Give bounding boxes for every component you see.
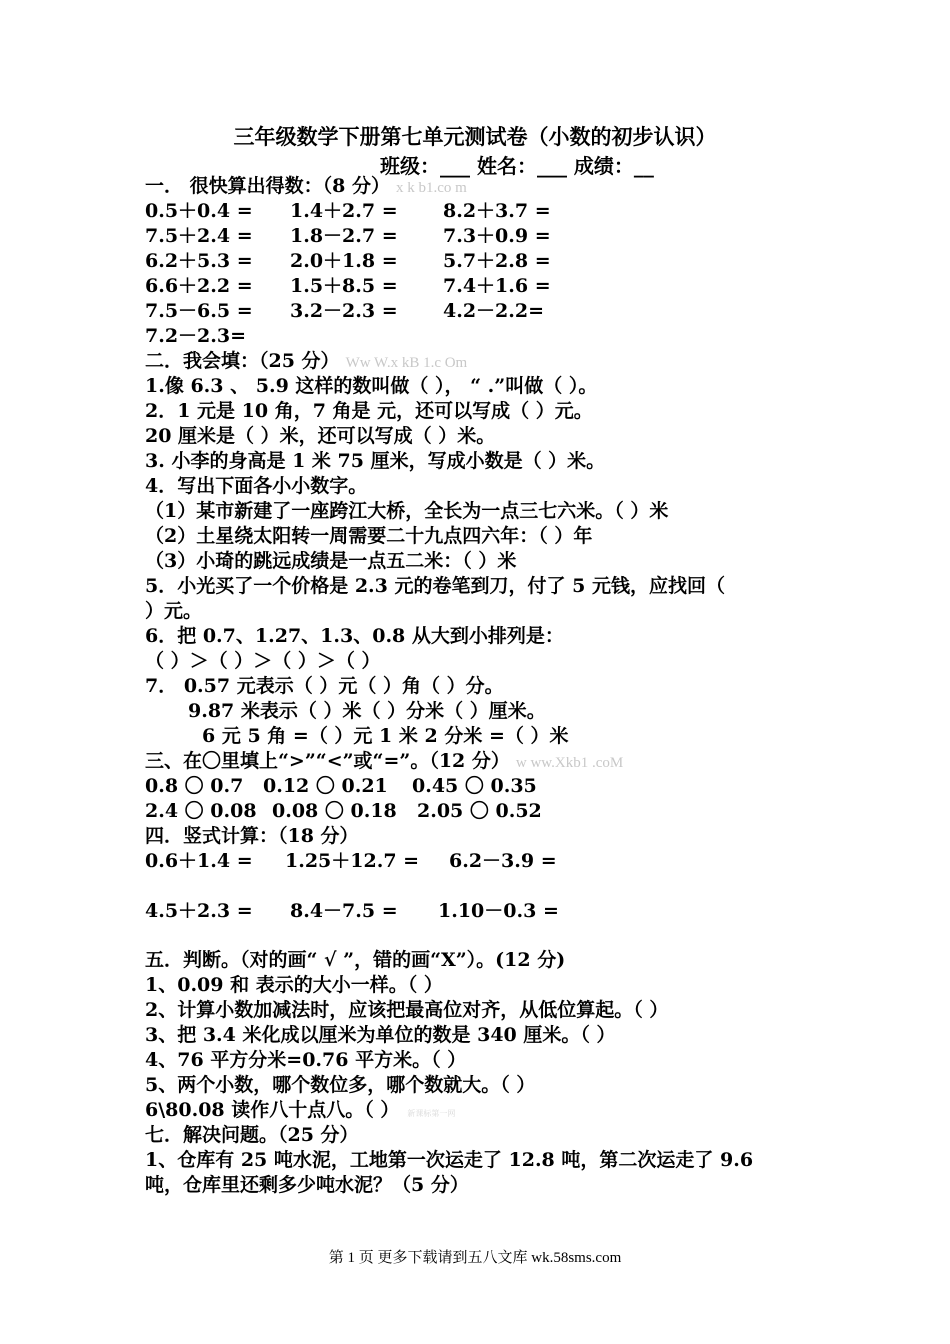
calc-item: 3.2－2.3 = — [290, 300, 398, 322]
fill-question: 5．小光买了一个价格是 2.3 元的卷笔到刀，付了 5 元钱，应找回（ — [145, 575, 725, 597]
vertical-calc-item: 8.4－7.5 = — [290, 900, 398, 922]
calc-item: 7.4＋1.6 = — [443, 275, 551, 297]
calc-item: 1.5＋8.5 = — [290, 275, 398, 297]
section1-heading: 一． 很快算出得数：（8 分） x k b1.co m — [145, 175, 467, 197]
fill-question: 4．写出下面各小小数字。 — [145, 475, 368, 497]
watermark: Ww W.x kB 1.c Om — [345, 355, 468, 371]
fill-question: （2）土星绕太阳转一周需要二十九点四六年：（ ）年 — [145, 525, 593, 547]
vertical-calc-item: 0.6＋1.4 = — [145, 850, 253, 872]
compare-item: 0.8 〇 0.7 — [145, 775, 244, 797]
calc-item: 7.3＋0.9 = — [443, 225, 551, 247]
judge-question: 2、计算小数加减法时，应该把最高位对齐，从低位算起。（ ） — [145, 999, 669, 1021]
judge-question: 6\80.08 读作八十点八。（ ） 新课标第一网 — [145, 1099, 456, 1121]
fill-question: 3. 小李的身高是 1 米 75 厘米，写成小数是（ ）米。 — [145, 450, 606, 472]
section4-heading: 四．竖式计算：（18 分） — [145, 825, 359, 847]
fill-question: （1）某市新建了一座跨江大桥，全长为一点三七六米。（ ）米 — [145, 500, 669, 522]
judge-question: 1、0.09 和 表示的大小一样。（ ） — [145, 974, 443, 996]
compare-item: 0.45 〇 0.35 — [412, 775, 537, 797]
fill-question: 2．1 元是 10 角，7 角是 元，还可以写成（ ）元。 — [145, 400, 593, 422]
page-footer: 第 1 页 更多下载请到五八文库 wk.58sms.com — [328, 1250, 622, 1266]
fill-question: 20 厘米是（ ）米，还可以写成（ ）米。 — [145, 425, 496, 447]
calc-item: 8.2＋3.7 = — [443, 200, 551, 222]
vertical-calc-item: 1.25＋12.7 = — [285, 850, 420, 872]
fill-question: 9.87 米表示（ ）米（ ）分米（ ）厘米。 — [188, 700, 546, 722]
calc-item: 6.2＋5.3 = — [145, 250, 253, 272]
vertical-calc-item: 6.2－3.9 = — [449, 850, 557, 872]
watermark: x k b1.co m — [395, 180, 467, 196]
vertical-calc-item: 1.10－0.3 = — [438, 900, 559, 922]
calc-item: 4.2－2.2= — [443, 300, 545, 322]
calc-item: 2.0＋1.8 = — [290, 250, 398, 272]
calc-item: 7.5＋2.4 = — [145, 225, 253, 247]
judge-question: 3、把 3.4 米化成以厘米为单位的数是 340 厘米。（ ） — [145, 1024, 616, 1046]
compare-item: 0.08 〇 0.18 — [272, 800, 397, 822]
vertical-calc-item: 4.5＋2.3 = — [145, 900, 253, 922]
section3-heading: 三、在〇里填上“>”“<”或“=”。（12 分） w ww.Xkb1 .coM — [145, 750, 624, 772]
calc-item: 1.4＋2.7 = — [290, 200, 398, 222]
fill-question: 6．把 0.7、1.27、1.3、0.8 从大到小排列是： — [145, 625, 564, 647]
word-problem: 吨，仓库里还剩多少吨水泥？（5 分） — [145, 1174, 469, 1196]
section7-heading: 七．解决问题。（25 分） — [145, 1124, 359, 1146]
watermark: w ww.Xkb1 .coM — [515, 755, 624, 771]
fill-question: （3）小琦的跳远成绩是一点五二米：（ ）米 — [145, 550, 517, 572]
fill-question: 1.像 6.3 、 5.9 这样的数叫做（ ）， “ .”叫做（ ）。 — [145, 375, 598, 397]
compare-item: 2.4 〇 0.08 — [145, 800, 257, 822]
calc-item: 0.5＋0.4 = — [145, 200, 253, 222]
fill-question: 7． 0.57 元表示（ ）元（ ）角（ ）分。 — [145, 675, 504, 697]
calc-item: 7.5－6.5 = — [145, 300, 253, 322]
section5-heading: 五．判断。（对的画“ √ ”，错的画“X”）。(12 分) — [145, 949, 566, 971]
word-problem: 1、仓库有 25 吨水泥，工地第一次运走了 12.8 吨，第二次运走了 9.6 — [145, 1149, 754, 1171]
page-title: 三年级数学下册第七单元测试卷（小数的初步认识） — [233, 124, 717, 149]
section2-heading: 二．我会填：（25 分） Ww W.x kB 1.c Om — [145, 350, 468, 372]
compare-item: 0.12 〇 0.21 — [263, 775, 388, 797]
calc-item: 6.6＋2.2 = — [145, 275, 253, 297]
compare-item: 2.05 〇 0.52 — [417, 800, 542, 822]
watermark: 新课标第一网 — [407, 1109, 456, 1118]
fill-question: 6 元 5 角 =（ ）元 1 米 2 分米 =（ ）米 — [202, 725, 569, 747]
student-info-line: 班级：___ 姓名：___ 成绩：__ — [380, 154, 654, 178]
fill-question: ）元。 — [145, 600, 203, 622]
calc-item: 1.8－2.7 = — [290, 225, 398, 247]
fill-question: （ ）＞（ ）＞（ ）＞（ ） — [145, 650, 381, 672]
calc-item: 7.2－2.3= — [145, 325, 247, 347]
judge-question: 5、两个小数，哪个数位多，哪个数就大。（ ） — [145, 1074, 536, 1096]
calc-item: 5.7＋2.8 = — [443, 250, 551, 272]
judge-question: 4、76 平方分米=0.76 平方米。（ ） — [145, 1049, 467, 1071]
